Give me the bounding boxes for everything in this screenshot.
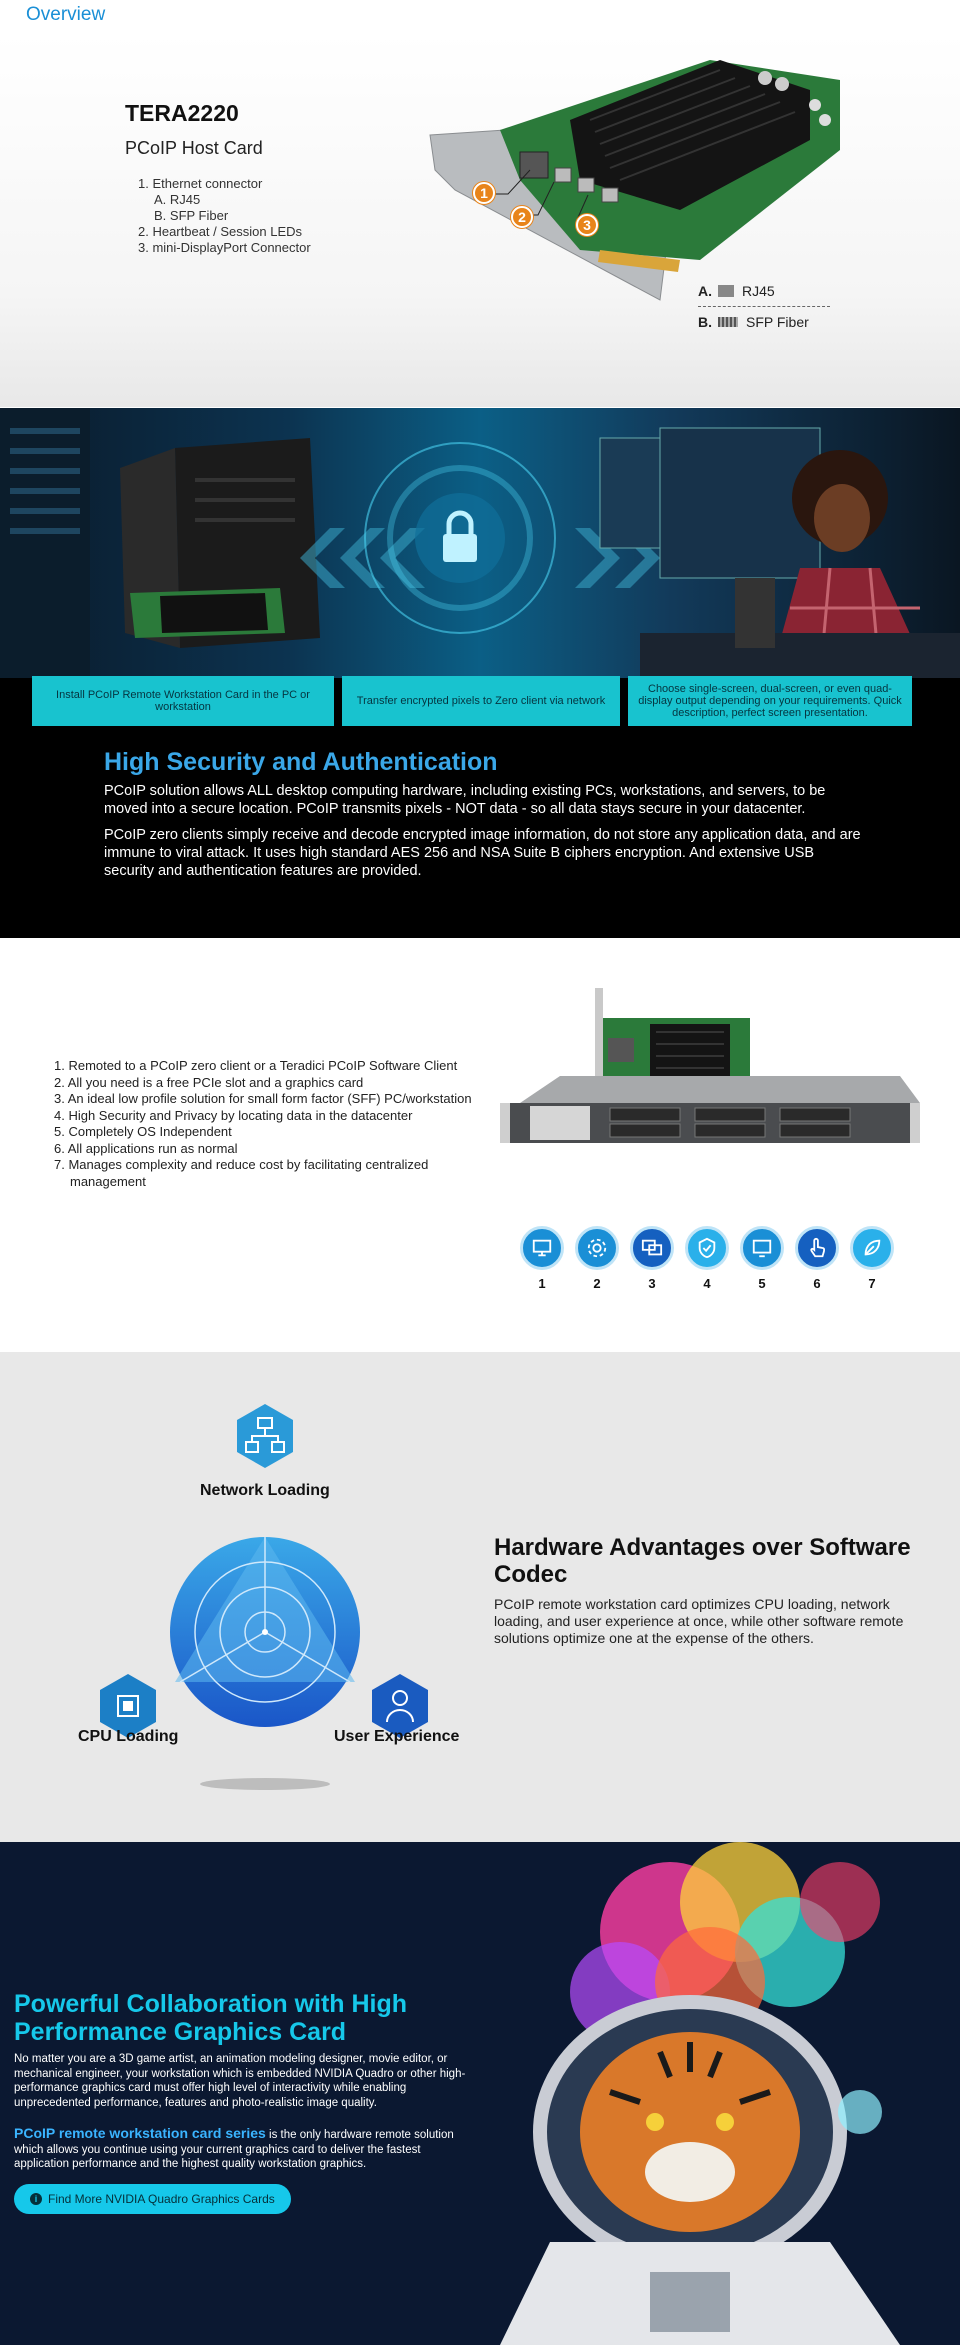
security-title: High Security and Authentication (104, 748, 498, 776)
security-paragraph-2: PCoIP zero clients simply receive and decode encrypted image information, do not store any application data, and are immune to viral attack. It uses high standard AES 256 and NSA Suite B ciphers encryption. And extensive USB security and authentication features are provided. (104, 827, 861, 879)
spec-item: A. RJ45 (154, 192, 201, 207)
features-section (0, 938, 960, 1352)
button-label: Find More NVIDIA Quadro Graphics Cards (48, 2192, 275, 2206)
spec-item: 2. Heartbeat / Session LEDs (138, 224, 303, 239)
info-icon: i (30, 2193, 42, 2205)
spec-item: B. SFP Fiber (154, 208, 229, 223)
rj45-icon (718, 285, 734, 297)
workflow-step: Choose single-screen, dual-screen, or even quad-display output depending on your requirements. Quick description, perfect screen presentation. (628, 676, 912, 726)
spec-list (138, 176, 311, 256)
callout-2: 2 (511, 206, 533, 228)
highlight-text: PCoIP remote workstation card series (14, 2125, 266, 2141)
hardware-advantages-section (0, 1352, 960, 1842)
product-title: TERA2220 (125, 100, 239, 126)
list-item: 1. Remoted to a PCoIP zero client or a Teradici PCoIP Software Client (54, 1058, 458, 1073)
security-section (0, 408, 960, 938)
overview-tab[interactable]: Overview (26, 4, 106, 25)
feature-icon-cell: 2 (575, 1226, 619, 1291)
feature-icon-cell: 5 (740, 1226, 784, 1291)
hardware-body: PCoIP remote workstation card optimizes CPU loading, network loading, and user experience at once, while other software remote solutions optimize one at the expense of the others. (494, 1596, 904, 1646)
hero-illustration (0, 408, 960, 678)
list-item: 6. All applications run as normal (54, 1140, 238, 1156)
list-item: 2. All you need is a free PCIe slot and a graphics card (54, 1074, 364, 1090)
list-item: 7. Manages complexity and reduce cost by facilitating centralized management (54, 1157, 429, 1189)
collaboration-paragraph-1: No matter you are a 3D game artist, an animation modeling designer, movie editor, or mechanical engineer, your workstation which is embedded NVIDIA Quadro or other high-performance graphics card must offer high level of interactivity while enabling unprecedented performance, features and photo-realistic image quality. (14, 2053, 466, 2109)
collaboration-paragraph-2 (14, 2126, 474, 2172)
paragraph-text: is the only hardware remote solution which allows you continue using your current graphics card to deliver the fastest application performance and the highest quality workstation graphics. (14, 2129, 454, 2171)
workflow-steps (32, 676, 912, 726)
hand-pointer-icon (795, 1226, 839, 1270)
list-item: 4. High Security and Privacy by locating data in the datacenter (54, 1107, 413, 1123)
gear-icon (575, 1226, 619, 1270)
feature-icon-cell: 3 (630, 1226, 674, 1291)
workflow-step: Install PCoIP Remote Workstation Card in the PC or workstation (32, 676, 334, 726)
spec-item: 3. mini-DisplayPort Connector (138, 240, 311, 255)
legend-divider (698, 306, 830, 307)
collaboration-title: Powerful Collaboration with High Performance Graphics Card (14, 1990, 408, 2046)
product-subtitle: PCoIP Host Card (125, 138, 263, 158)
security-paragraph-1: PCoIP solution allows ALL desktop computing hardware, including existing PCs, workstations, and servers, to be moved into a secure location. PCoIP transmits pixels - NOT data - so all data stays secure in your datacenter. (104, 783, 826, 817)
spec-item: 1. Ethernet connector (138, 176, 263, 191)
sfp-fiber-icon (718, 317, 738, 327)
feature-icon-row (520, 1226, 894, 1291)
port-legend (698, 280, 830, 333)
list-item: 3. An ideal low profile solution for small form factor (SFF) PC/workstation (54, 1091, 472, 1106)
feature-icon-cell: 7 (850, 1226, 894, 1291)
workflow-step: Transfer encrypted pixels to Zero client via network (342, 676, 620, 726)
collaboration-section (0, 1842, 960, 2345)
feature-list (54, 1058, 474, 1190)
cpu-loading-label: CPU Loading (78, 1728, 179, 1745)
display-icon (740, 1226, 784, 1270)
find-quadro-button[interactable] (14, 2184, 291, 2214)
user-experience-label: User Experience (334, 1728, 460, 1745)
network-loading-label: Network Loading (200, 1482, 330, 1499)
leaf-icon (850, 1226, 894, 1270)
monitor-icon (520, 1226, 564, 1270)
astronaut-tiger-image (440, 1842, 960, 2345)
padlock-icon (443, 534, 477, 562)
list-item: 5. Completely OS Independent (54, 1124, 232, 1139)
callout-3: 3 (576, 214, 598, 236)
feature-icon-cell: 4 (685, 1226, 729, 1291)
feature-icon-cell: 6 (795, 1226, 839, 1291)
shield-check-icon (685, 1226, 729, 1270)
legend-sfp: B. SFP Fiber (698, 314, 809, 330)
security-hero-image (0, 408, 960, 678)
feature-icon-cell: 1 (520, 1226, 564, 1291)
hardware-title: Hardware Advantages over Software Codec (494, 1534, 911, 1588)
advantage-radar-diagram (60, 1392, 480, 1812)
rack-server-image (500, 988, 920, 1168)
callout-1: 1 (473, 182, 495, 204)
multi-screen-icon (630, 1226, 674, 1270)
legend-rj45: A. RJ45 (698, 283, 775, 299)
